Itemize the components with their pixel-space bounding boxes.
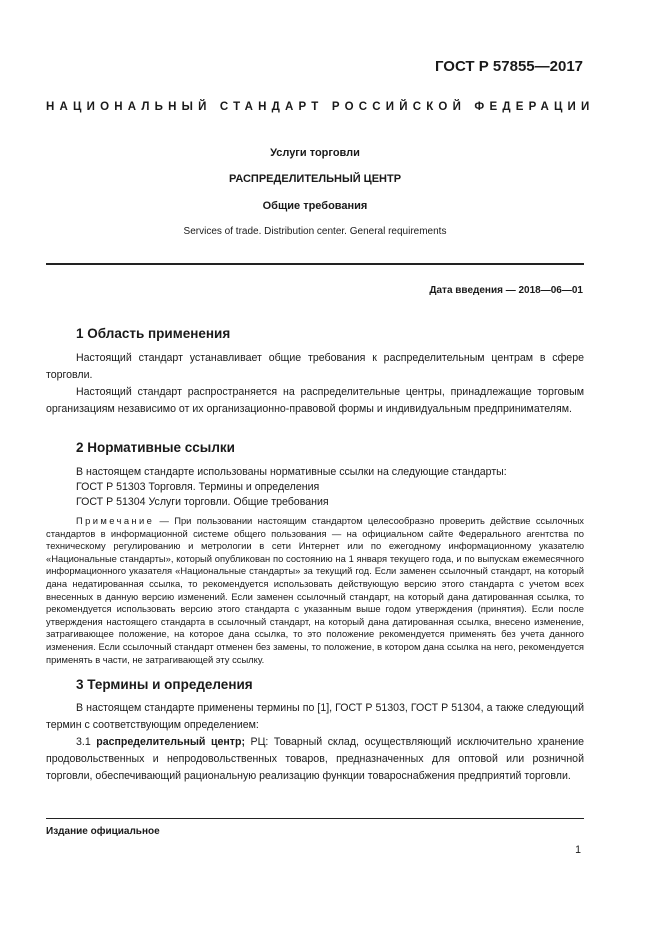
reference-intro: В настоящем стандарте использованы нормативные ссылки на следующие стандарты: [76, 466, 507, 478]
term-definition-text: Товарный склад, осуществляющий исключительно хранение продовольственных и непродовольственных товаров, предназначенных для оптовой или розничной торговли, обеспечивающий рациональную реализацию функции товароснабжения предприятий торговли. [46, 736, 585, 782]
header-divider [46, 263, 584, 265]
edition-label: Издание официальное [46, 826, 160, 837]
section-2-title: 2 Нормативные ссылки [76, 440, 235, 455]
section-1-title: 1 Область применения [76, 326, 231, 341]
national-standard-heading: НАЦИОНАЛЬНЫЙ СТАНДАРТ РОССИЙСКОЙ ФЕДЕРАЦИИ [46, 101, 595, 113]
reference-item: ГОСТ Р 51303 Торговля. Термины и определения [76, 481, 320, 493]
document-code: ГОСТ Р 57855—2017 [434, 58, 583, 75]
section-1-paragraph: Настоящий стандарт устанавливает общие требования к распределительным центрам в сфере торговли. [46, 352, 584, 381]
reference-item: ГОСТ Р 51304 Услуги торговли. Общие требования [76, 496, 329, 508]
section-3-paragraph: В настоящем стандарте применены термины по [1], ГОСТ Р 51303, ГОСТ Р 51304, а также следующий термин с соответствующим определением: [46, 702, 584, 731]
references-note [46, 515, 584, 666]
term-definition [46, 734, 584, 785]
term-abbreviation: РЦ: [244, 736, 269, 748]
note-label: Примечание [76, 515, 155, 526]
footer-divider [46, 818, 584, 819]
title-subtitle: Общие требования [262, 200, 368, 212]
title-english: Services of trade. Distribution center. General requirements [183, 226, 447, 237]
section-1-paragraph: Настоящий стандарт распространяется на распределительные центры, принадлежащие торговым организациям независимо от их организационно-правовой формы и индивидуальным предпринимателям. [46, 386, 584, 415]
introduction-date: Дата введения — 2018—06—01 [429, 285, 583, 296]
page-number: 1 [575, 844, 581, 856]
title-main: РАСПРЕДЕЛИТЕЛЬНЫЙ ЦЕНТР [228, 173, 402, 185]
note-text: — При пользовании настоящим стандартом целесообразно проверить действие ссылочных стандартов в информационной системе общего пользования — на официальном сайте Федерального агентства по техническому регулированию и метрологии в сети Интернет или по ежегодному информационному указателю «Национальные стандарты», который опубликован по состоянию на 1 января текущего года, и по выпускам ежемесячного информационного указателя «Национальные стандарты» за текущий год. Если заменен ссылочный стандарт, на который дана недатированная ссылка, то рекомендуется использовать действующую версию этого стандарта с учетом всех внесенных в данную версию изменений. Если заменен ссылочный стандарт, на который дана датированная ссылка, то рекомендуется использовать версию этого стандарта с указанным выше годом утверждения (принятия). Если после утверждения настоящего стандарта в ссылочный стандарт, на который дана датированная ссылка, внесено изменение, затрагивающее положение, на которое дана ссылка, то это положение рекомендуется применять без учета данного изменения. Если ссылочный стандарт отменен без замены, то положение, в котором дана ссылка на него, рекомендуется применять в части, не затрагивающей эту ссылку. [46, 515, 584, 665]
section-2-references [76, 465, 507, 510]
section-1-body [46, 350, 584, 418]
title-group: Услуги торговли [270, 147, 360, 159]
section-3-title: 3 Термины и определения [76, 677, 253, 692]
term-name: распределительный центр; [96, 736, 245, 748]
section-3-body [46, 700, 584, 785]
term-number: 3.1 [76, 736, 91, 748]
